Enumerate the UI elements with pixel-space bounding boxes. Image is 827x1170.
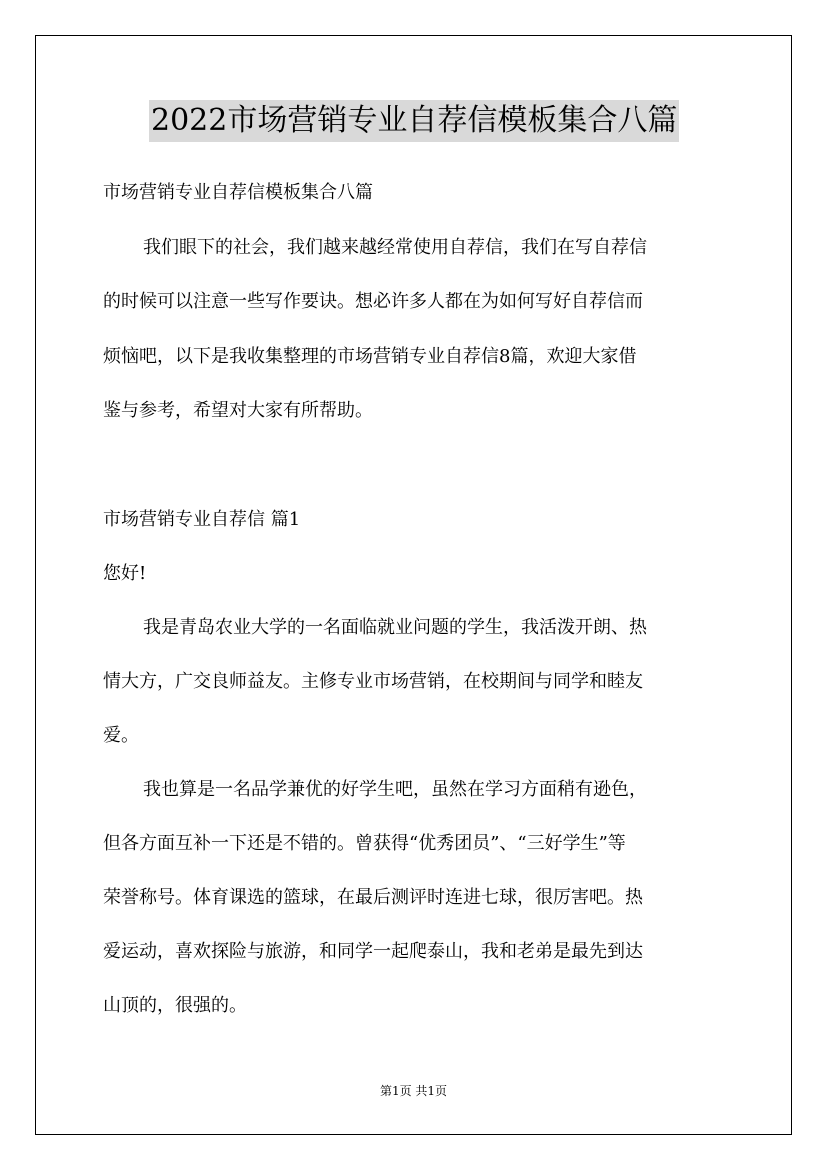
intro-line: 我们眼下的社会，我们越来越经常使用自荐信，我们在写自荐信 bbox=[143, 237, 647, 258]
paragraph-line: 情大方，广交良师益友。主修专业市场营销，在校期间与同学和睦友 bbox=[103, 671, 643, 692]
paragraph-line: 荣誉称号。体育课选的篮球，在最后测评时连进七球，很厉害吧。热 bbox=[103, 887, 643, 908]
section-heading: 市场营销专业自荐信 篇1 bbox=[103, 509, 301, 530]
paragraph-line: 山顶的，很强的。 bbox=[103, 995, 247, 1016]
intro-line: 鉴与参考，希望对大家有所帮助。 bbox=[103, 400, 373, 421]
paragraph-line: 但各方面互补一下还是不错的。曾获得“优秀团员”、“三好学生”等 bbox=[103, 833, 626, 854]
document-subtitle: 市场营销专业自荐信模板集合八篇 bbox=[103, 182, 373, 203]
intro-line: 的时候可以注意一些写作要诀。想必许多人都在为如何写好自荐信而 bbox=[103, 291, 643, 312]
page-footer: 第1页 共1页 bbox=[379, 1084, 448, 1098]
document-title: 2022市场营销专业自荐信模板集合八篇 bbox=[149, 100, 679, 142]
paragraph-line: 爱。 bbox=[103, 725, 139, 746]
paragraph-line: 我是青岛农业大学的一名面临就业问题的学生，我活泼开朗、热 bbox=[143, 617, 647, 638]
paragraph-line: 我也算是一名品学兼优的好学生吧，虽然在学习方面稍有逊色， bbox=[143, 779, 647, 800]
paragraph-line: 爱运动，喜欢探险与旅游，和同学一起爬泰山，我和老弟是最先到达 bbox=[103, 941, 643, 962]
greeting: 您好! bbox=[103, 563, 147, 584]
intro-line: 烦恼吧，以下是我收集整理的市场营销专业自荐信8篇，欢迎大家借 bbox=[103, 346, 637, 367]
